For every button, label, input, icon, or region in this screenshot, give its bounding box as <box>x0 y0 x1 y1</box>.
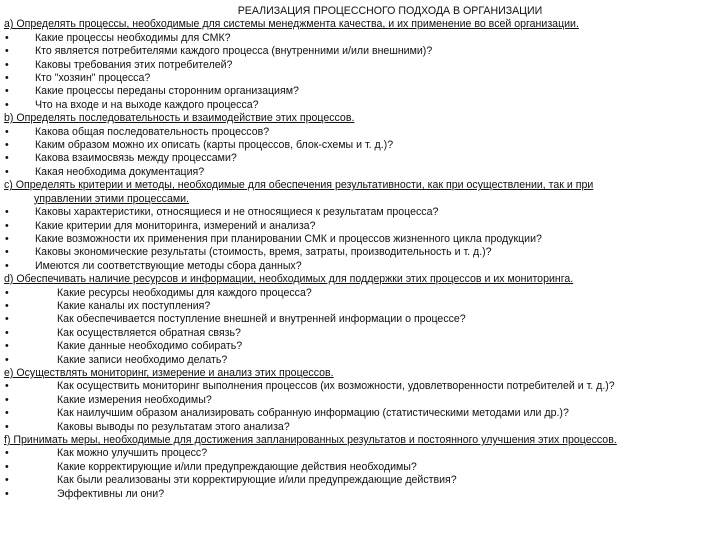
list-item <box>4 45 716 58</box>
list-item <box>4 407 716 420</box>
list-item <box>4 72 716 85</box>
list-item-text: Какие процессы необходимы для СМК? <box>35 31 231 44</box>
list-item-text: Какие процессы переданы сторонним организациям? <box>35 85 299 98</box>
section-heading-c: c) Определять критерии и методы, необходимые для обеспечения результативности, как при осуществлении, так и при <box>4 179 594 192</box>
bullet-icon: • <box>5 165 9 178</box>
section-heading-a: а) Определять процессы, необходимые для системы менеджмента качества, и их применение во всей организации. <box>4 18 579 31</box>
bullet-icon: • <box>5 152 9 165</box>
list-item <box>4 340 716 353</box>
bullet-icon: • <box>5 206 9 219</box>
list-item <box>4 126 716 139</box>
list-item <box>4 461 716 474</box>
list-item-text: Какие записи необходимо делать? <box>57 353 228 366</box>
list-item <box>4 246 716 259</box>
list-item <box>4 394 716 407</box>
bullet-icon: • <box>5 380 9 393</box>
list-item-text: Каковы экономические результаты (стоимость, время, затраты, производительность и т. д.)? <box>35 246 492 259</box>
list-item <box>4 233 716 246</box>
bullet-icon: • <box>5 219 9 232</box>
bullet-icon: • <box>5 232 9 245</box>
bullet-icon: • <box>5 407 9 420</box>
list-item-text: Какие каналы их поступления? <box>57 299 211 312</box>
list-item <box>4 488 716 501</box>
list-item-text: Какова общая последовательность процессов? <box>35 125 270 138</box>
list-item-text: Какие возможности их применения при планировании СМК и процессов жизненного цикла продукции? <box>35 232 542 245</box>
list-item <box>4 380 716 393</box>
bullet-icon: • <box>5 474 9 487</box>
list-item <box>4 447 716 460</box>
section-heading-e: e) Осуществлять мониторинг, измерение и анализ этих процессов. <box>4 366 334 379</box>
list-item <box>4 354 716 367</box>
section-heading-f: f) Принимать меры, необходимые для достижения запланированных результатов и постоянного улучшения этих процессов. <box>4 434 617 446</box>
list-item <box>4 300 716 313</box>
list-item <box>4 313 716 326</box>
bullet-icon: • <box>5 259 9 272</box>
bullet-icon: • <box>5 299 9 312</box>
bullet-icon: • <box>5 313 9 326</box>
list-item <box>4 85 716 98</box>
list-item <box>4 206 716 219</box>
list-item <box>4 327 716 340</box>
bullet-icon: • <box>5 72 9 85</box>
bullet-icon: • <box>5 246 9 259</box>
section-heading-c-continued: управлении этими процессами. <box>34 192 189 205</box>
bullet-icon: • <box>5 125 9 138</box>
list-item <box>4 139 716 152</box>
list-item-text: Каким образом можно их описать (карты процессов, блок-схемы и т. д.)? <box>35 139 394 152</box>
list-item-text: Как осуществить мониторинг выполнения процессов (их возможности, удовлетворенности потребителей и т. д.)? <box>57 380 615 393</box>
list-item-text: Какие данные необходимо собирать? <box>57 340 243 353</box>
bullet-icon: • <box>5 85 9 98</box>
section-heading-b: b) Определять последовательность и взаимодействие этих процессов. <box>4 112 355 125</box>
bullet-icon: • <box>5 420 9 433</box>
bullet-icon: • <box>5 460 9 473</box>
bullet-icon: • <box>5 487 9 500</box>
list-item-text: Какие критерии для мониторинга, измерений и анализа? <box>35 219 316 232</box>
bullet-icon: • <box>5 58 9 71</box>
list-item <box>4 152 716 165</box>
list-item-text: Каковы выводы по результатам этого анализа? <box>57 420 290 433</box>
bullet-icon: • <box>5 98 9 111</box>
list-item-text: Какова взаимосвязь между процессами? <box>35 152 237 165</box>
bullet-icon: • <box>5 353 9 366</box>
list-item <box>4 260 716 273</box>
list-item-text: Имеются ли соответствующие методы сбора данных? <box>35 259 302 272</box>
list-item <box>4 59 716 72</box>
list-item-text: Кто "хозяин" процесса? <box>35 72 151 85</box>
bullet-icon: • <box>5 326 9 339</box>
list-item-text: Как обеспечивается поступление внешней и внутренней информации о процессе? <box>57 313 466 326</box>
list-item-text: Как можно улучшить процесс? <box>57 447 208 460</box>
list-item-text: Каковы требования этих потребителей? <box>35 58 233 71</box>
page-title: РЕАЛИЗАЦИЯ ПРОЦЕССНОГО ПОДХОДА В ОРГАНИЗАЦИИ <box>237 5 543 17</box>
bullet-icon: • <box>5 340 9 353</box>
bullet-icon: • <box>5 286 9 299</box>
list-item <box>4 421 716 434</box>
bullet-icon: • <box>5 31 9 44</box>
list-item-text: Какие измерения необходимы? <box>57 393 212 406</box>
section-heading-d: d) Обеспечивать наличие ресурсов и информации, необходимых для поддержки этих процессов и их мониторинга. <box>4 273 574 286</box>
list-item-text: Каковы характеристики, относящиеся и не относящиеся к результатам процесса? <box>35 206 439 219</box>
list-item <box>4 287 716 300</box>
list-item <box>4 99 716 112</box>
bullet-icon: • <box>5 447 9 460</box>
list-item-text: Как наилучшим образом анализировать собранную информацию (статистическими методами или др.)? <box>57 407 569 420</box>
list-item <box>4 220 716 233</box>
list-item-text: Какая необходима документация? <box>35 165 205 178</box>
list-item-text: Кто является потребителями каждого процесса (внутренними и/или внешними)? <box>35 45 433 58</box>
list-item-text: Эффективны ли они? <box>57 487 165 500</box>
bullet-icon: • <box>5 139 9 152</box>
list-item <box>4 166 716 179</box>
list-item-text: Что на входе и на выходе каждого процесса? <box>35 98 259 111</box>
bullet-icon: • <box>5 393 9 406</box>
list-item-text: Как были реализованы эти корректирующие и/или предупреждающие действия? <box>57 474 457 487</box>
list-item <box>4 474 716 487</box>
list-item-text: Какие корректирующие и/или предупреждающие действия необходимы? <box>57 460 417 473</box>
list-item <box>4 32 716 45</box>
bullet-icon: • <box>5 45 9 58</box>
list-item-text: Как осуществляется обратная связь? <box>57 326 241 339</box>
list-item-text: Какие ресурсы необходимы для каждого процесса? <box>57 286 312 299</box>
